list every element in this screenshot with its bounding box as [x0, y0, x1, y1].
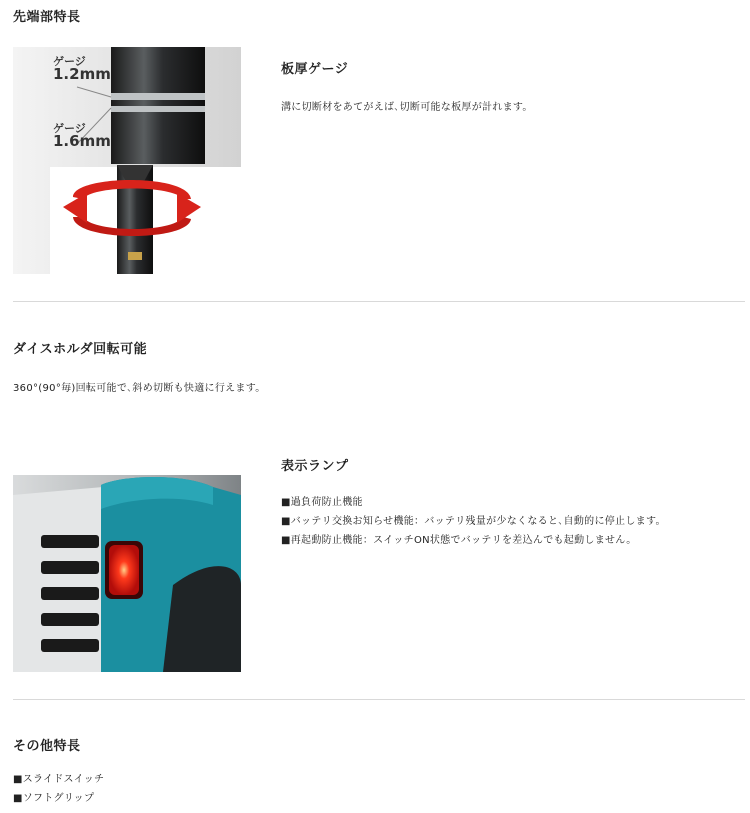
tip-gauge-illustration	[13, 47, 241, 274]
lamp-illustration	[13, 475, 241, 672]
text-thickness-gauge: 溝に切断材をあてがえば､切断可能な板厚が計れます。	[281, 102, 533, 113]
divider	[13, 301, 745, 302]
tip-gauge-image	[13, 47, 241, 274]
lamp-image	[13, 475, 241, 672]
list-item: ■スライドスイッチ	[13, 774, 105, 785]
gauge-bottom-label: ゲージ	[53, 122, 86, 135]
list-item: ■ソフトグリップ	[13, 793, 95, 804]
other-bullet-list	[13, 770, 104, 808]
list-item: ■再起動防止機能：スイッチON状態でバッテリを差込んでも起動しません。	[281, 535, 637, 546]
heading-other-features: その他特長	[13, 739, 81, 754]
heading-thickness-gauge: 板厚ゲージ	[281, 62, 349, 77]
list-item: ■過負荷防止機能	[281, 497, 363, 508]
heading-die-holder: ダイスホルダ回転可能	[13, 342, 148, 357]
gauge-bottom-value: 1.6mm	[53, 132, 111, 150]
section-title-tip-features: 先端部特長	[13, 10, 81, 25]
divider	[13, 699, 745, 700]
heading-lamp: 表示ランプ	[281, 459, 349, 474]
lamp-bullet-list	[281, 493, 666, 550]
gauge-top-label: ゲージ	[53, 55, 86, 68]
list-item: ■バッテリ交換お知らせ機能：バッテリ残量が少なくなると､自動的に停止します。	[281, 516, 666, 527]
gauge-top-value: 1.2mm	[53, 65, 111, 83]
text-die-holder: 360°(90°毎)回転可能で､斜め切断も快適に行えます。	[13, 383, 266, 394]
